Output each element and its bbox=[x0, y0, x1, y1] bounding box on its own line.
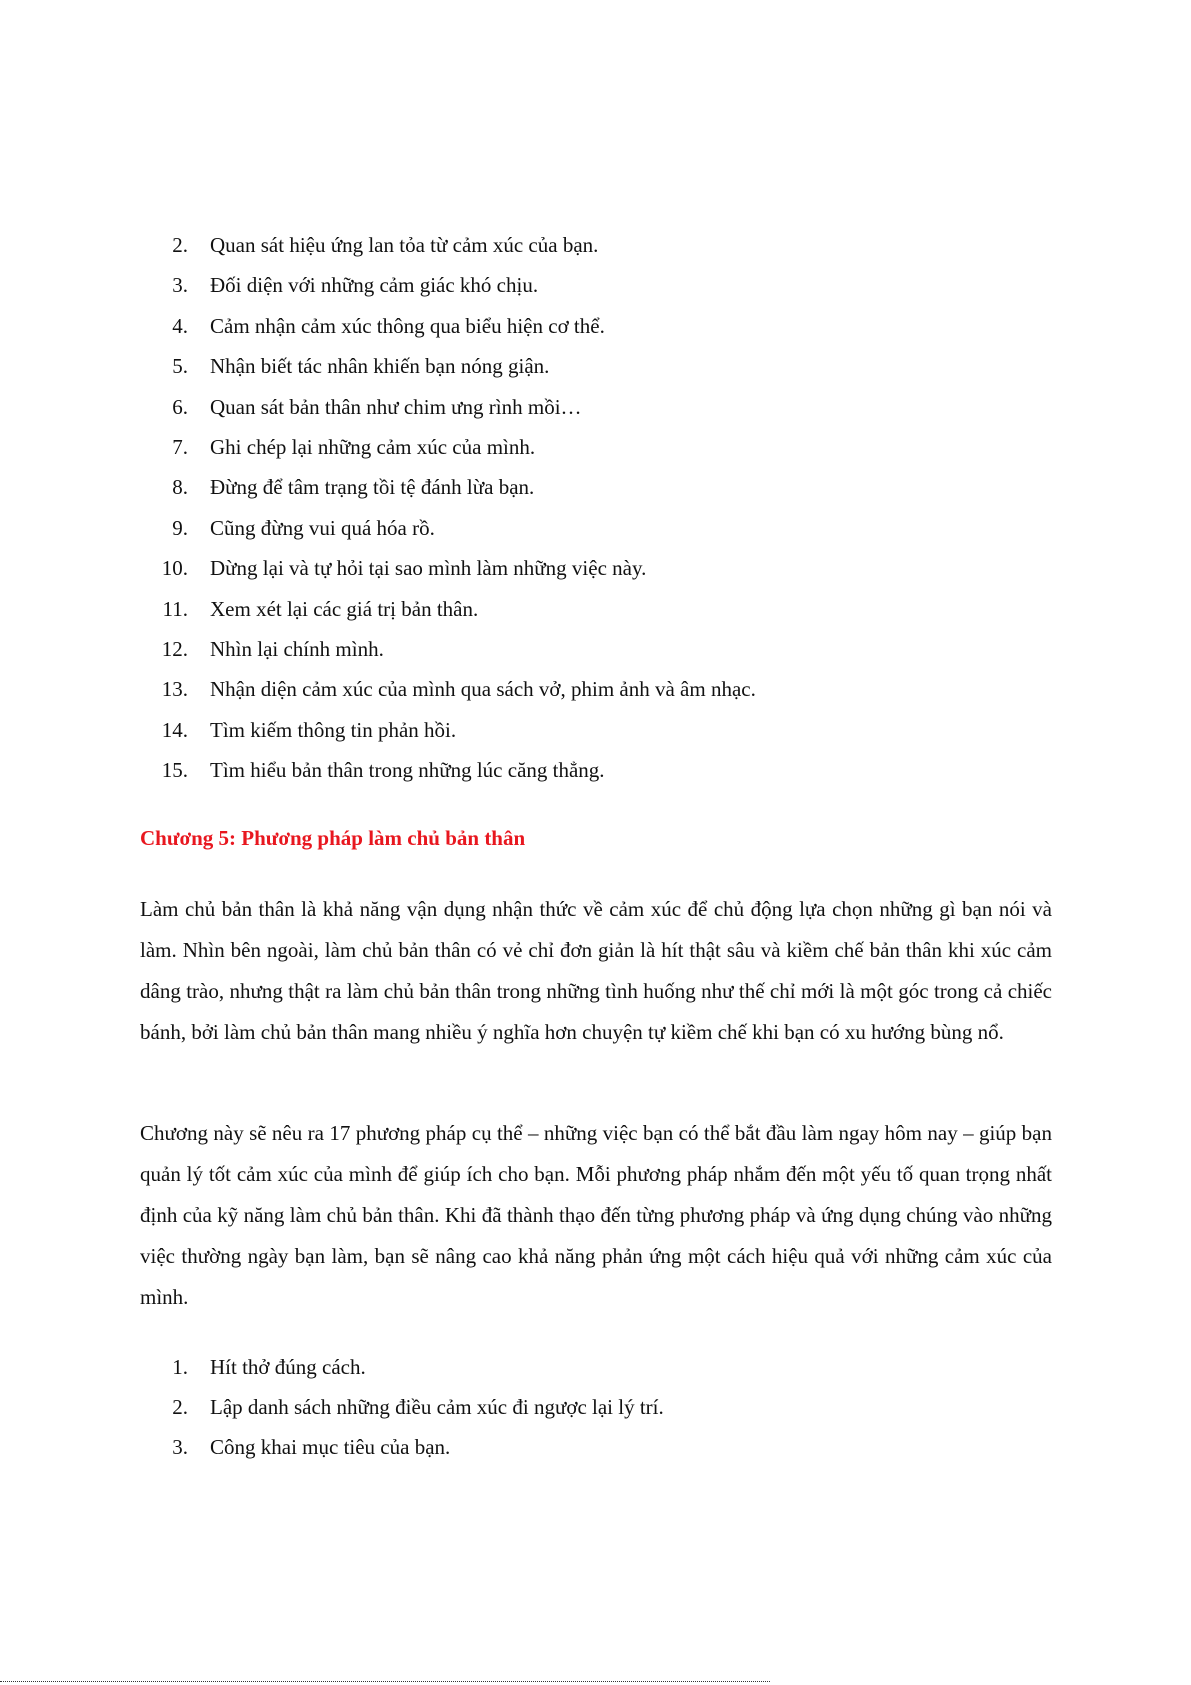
list-number: 9. bbox=[172, 515, 188, 540]
list-text: Hít thở đúng cách. bbox=[210, 1355, 366, 1379]
footer-divider bbox=[0, 1681, 770, 1682]
list-number: 5. bbox=[172, 354, 188, 379]
list-text: Cảm nhận cảm xúc thông qua biểu hiện cơ thể. bbox=[210, 313, 605, 338]
list-text: Ghi chép lại những cảm xúc của mình. bbox=[210, 434, 536, 459]
chapter-heading: Chương 5: Phương pháp làm chủ bản thân bbox=[140, 826, 526, 850]
list-text: Nhìn lại chính mình. bbox=[210, 636, 384, 661]
list-text: Tìm hiểu bản thân trong những lúc căng thẳng. bbox=[210, 758, 605, 783]
list-number: 4. bbox=[172, 313, 188, 338]
list-number: 3. bbox=[172, 273, 188, 298]
body-paragraph: Làm chủ bản thân là khả năng vận dụng nhận thức về cảm xúc để chủ động lựa chọn những gì bạn nói và làm. Nhìn bên ngoài, làm chủ bản thân có vẻ chỉ đơn giản là hít thật sâu và kiềm chế bản thân khi xúc cảm dâng trào, nhưng thật ra làm chủ bản thân trong những tình huống như thế chỉ mới là một góc trong cả chiếc bánh, bởi làm chủ bản thân mang nhiều ý nghĩa hơn chuyện tự kiềm chế khi bạn có xu hướng bùng nổ. bbox=[140, 897, 1052, 1044]
list-number: 14. bbox=[161, 717, 188, 742]
list-text: Tìm kiếm thông tin phản hồi. bbox=[210, 717, 457, 742]
list-text: Lập danh sách những điều cảm xúc đi ngược lại lý trí. bbox=[210, 1395, 664, 1419]
list-number: 10. bbox=[161, 556, 188, 581]
list-number: 7. bbox=[172, 434, 188, 459]
list-number: 12. bbox=[161, 636, 188, 661]
list-text: Quan sát bản thân như chim ưng rình mồi… bbox=[210, 394, 582, 419]
list-number: 8. bbox=[172, 475, 188, 500]
list-text: Đừng để tâm trạng tồi tệ đánh lừa bạn. bbox=[210, 475, 535, 500]
list-number: 6. bbox=[172, 394, 188, 419]
list-text: Dừng lại và tự hỏi tại sao mình làm những việc này. bbox=[210, 556, 647, 581]
body-paragraph: Chương này sẽ nêu ra 17 phương pháp cụ thể – những việc bạn có thể bắt đầu làm ngay hôm nay – giúp bạn quản lý tốt cảm xúc của mình để giúp ích cho bạn. Mỗi phương pháp nhắm đến một yếu tố quan trọng nhất định của kỹ năng làm chủ bản thân. Khi đã thành thạo đến từng phương pháp và ứng dụng chúng vào những việc thường ngày bạn làm, bạn sẽ nâng cao khả năng phản ứng một cách hiệu quả với những cảm xúc của mình. bbox=[140, 1121, 1052, 1309]
list-number: 2. bbox=[172, 1395, 188, 1419]
list-number: 3. bbox=[172, 1435, 188, 1459]
list-text: Quan sát hiệu ứng lan tỏa từ cảm xúc của bạn. bbox=[210, 233, 599, 257]
list-text: Xem xét lại các giá trị bản thân. bbox=[210, 596, 479, 621]
list-text: Cũng đừng vui quá hóa rồ. bbox=[210, 515, 435, 540]
list-text: Nhận biết tác nhân khiến bạn nóng giận. bbox=[210, 354, 550, 379]
list-text: Công khai mục tiêu của bạn. bbox=[210, 1435, 451, 1459]
list-number: 11. bbox=[162, 596, 188, 621]
list-number: 2. bbox=[172, 233, 188, 257]
list-number: 15. bbox=[161, 758, 188, 783]
list-text: Đối diện với những cảm giác khó chịu. bbox=[210, 273, 539, 298]
list-number: 1. bbox=[172, 1355, 188, 1379]
list-text: Nhận diện cảm xúc của mình qua sách vở, phim ảnh và âm nhạc. bbox=[210, 677, 756, 702]
list-number: 13. bbox=[161, 677, 188, 702]
